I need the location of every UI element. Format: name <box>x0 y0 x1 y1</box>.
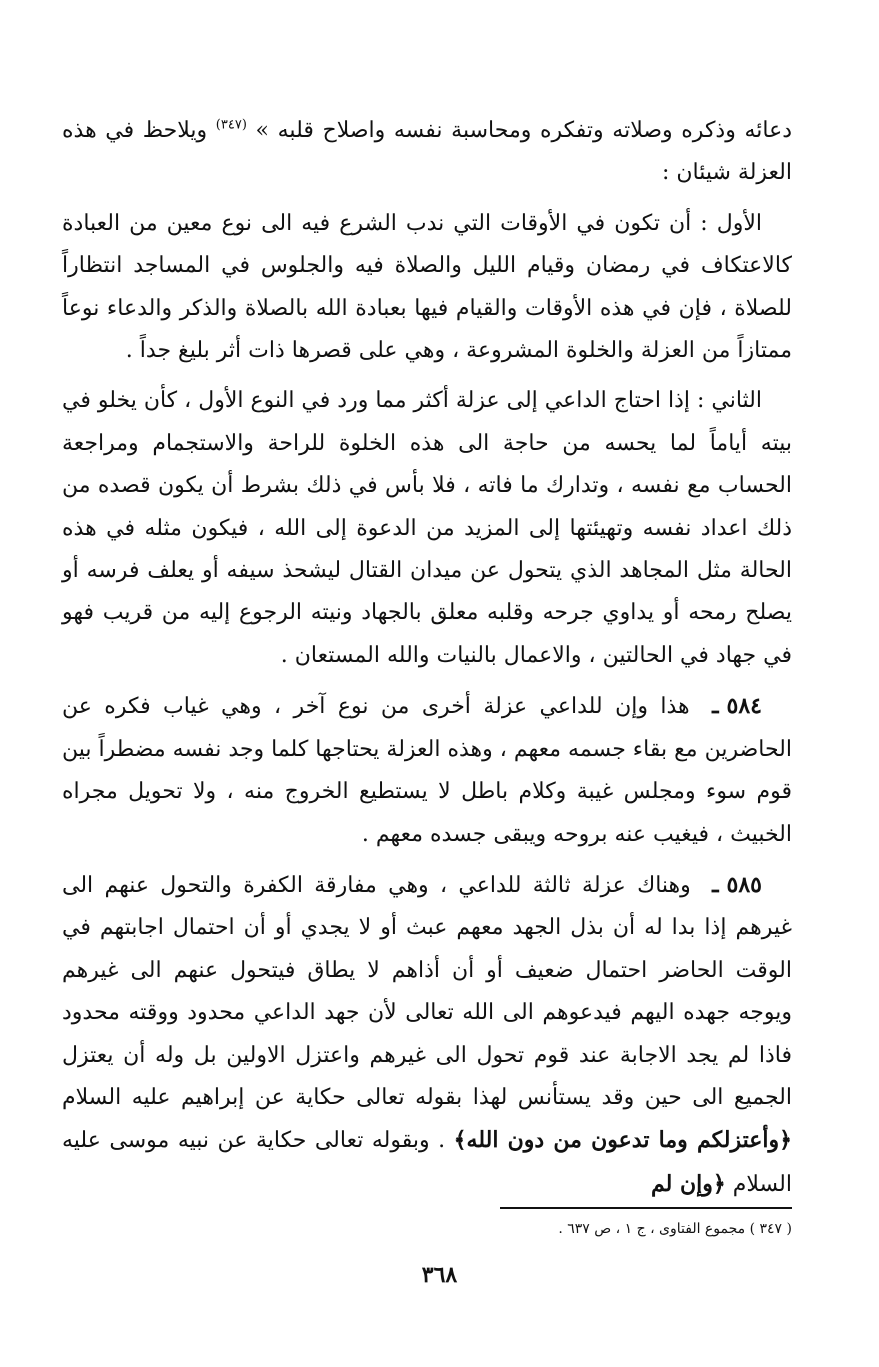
paragraph-585 <box>62 864 792 1206</box>
paragraph-number: ٥٨٥ <box>726 871 762 898</box>
paragraph-dash: ـ <box>712 693 719 720</box>
paragraph-number: ٥٨٤ <box>726 693 762 720</box>
paragraph-dash: ـ <box>712 871 719 898</box>
footnote-text: ( ٣٤٧ ) مجموع الفتاوى ، ج ١ ، ص ٦٣٧ . <box>558 1221 792 1237</box>
paragraph-second <box>62 380 792 677</box>
quran-quote: ﴿وأعتزلكم وما تدعون من دون الله﴾ <box>453 1127 792 1154</box>
paragraph-text: الثاني : إذا احتاج الداعي إلى عزلة أكثر مما ورد في النوع الأول ، كأن يخلو في بيته أياماً لما يحسه من حاجة الى هذه الخلوة للراحة والاستجمام ومراجعة الحساب مع نفسه ، وتدارك ما فاته ، فلا بأس في ذلك بشرط أن يكون قصده من ذلك اعداد نفسه وتهيئتها إلى المزيد من الدعوة إلى الله ، فيكون مثله في هذه الحالة مثل المجاهد الذي يتحول عن ميدان القتال ليشحذ سيفه أو يعلف فرسه أو يصلح رمحه أو يداوي جرحه وقلبه معلق بالجهاد ونيته الرجوع إليه من قريب فهو في جهاد في الحالتين ، والاعمال بالنيات والله المستعان . <box>62 388 793 668</box>
paragraph-continuation <box>62 110 792 195</box>
paragraph-text: دعائه وذكره وصلاته وتفكره ومحاسبة نفسه واصلاح قلبه » <box>255 118 793 143</box>
page-body <box>62 110 792 1214</box>
quran-quote: ﴿وإن لم <box>651 1170 726 1197</box>
paragraph-text: ويلاحظ في هذه العزلة شيئان : <box>62 118 792 186</box>
paragraph-text: هذا وإن للداعي عزلة أخرى من نوع آخر ، وهي غياب فكره عن الحاضرين مع بقاء جسمه معهم ، وهذه العزلة يحتاجها كلما وجد نفسه مضطراً بين قوم سوء ومجلس غيبة وكلام باطل لا يستطيع الخروج منه ، ولا تحويل مجراه الخبيث ، فيغيب عنه بروحه ويبقى جسده معهم . <box>62 694 792 847</box>
paragraph-text: وهناك عزلة ثالثة للداعي ، وهي مفارقة الكفرة والتحول عنهم الى غيرهم إذا بدا له أن بذل الجهد معهم عبث أو لا يجدي أو أن احتمال اجابتهم في الوقت الحاضر احتمال ضعيف أو أن أذاهم لا يطاق فيتحول عنهم الى غيرهم ويوجه جهده اليهم فيدعوهم الى الله تعالى لأن جهد الداعي محدود ووقته محدود فاذا لم يجد الاجابة عند قوم تحول الى غيرهم واعتزل الاولين بل وله أن يعتزل الجميع الى حين وقد يستأنس لهذا بقوله تعالى حكاية عن إبراهيم عليه السلام <box>62 872 792 1110</box>
footnote-reference[interactable]: (٣٤٧) <box>215 117 247 133</box>
footnote <box>92 1218 792 1240</box>
paragraph-text: الأول : أن تكون في الأوقات التي ندب الشرع فيه الى نوع معين من العبادة كالاعتكاف في رمضان وقيام الليل والصلاة فيه والجلوس في المساجد انتظاراً للصلاة ، فإن في هذه الأوقات والقيام فيها بعبادة الله بالصلاة والذكر والدعاء نوعاً ممتازاً من العزلة والخلوة المشروعة ، وهي على قصرها ذات أثر بليغ جداً . <box>62 210 792 364</box>
paragraph-first <box>62 203 792 373</box>
footnote-divider <box>500 1207 792 1209</box>
paragraph-584 <box>62 685 792 856</box>
paragraph-text: . وبقوله تعالى حكاية عن نبيه موسى عليه السلام <box>62 1128 792 1197</box>
page-number: ٣٦٨ <box>421 1262 458 1288</box>
